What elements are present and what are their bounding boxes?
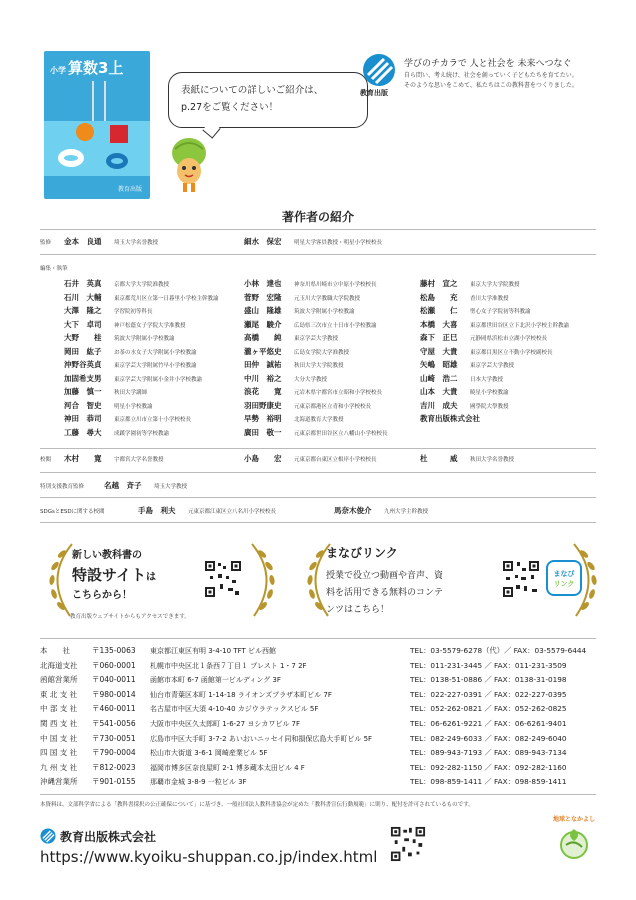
- author-affiliation: 元東京都世田谷区立八幡山小学校校長: [294, 430, 388, 437]
- divider: [40, 448, 596, 449]
- office-phone-fax: TEL：092-282-1150 ／ FAX：092-282-1160: [410, 762, 567, 772]
- author-affiliation: 國學院大學教授: [470, 403, 509, 410]
- cover-title: 算数3上: [68, 59, 124, 77]
- office-zip: 〒460-0011: [92, 704, 136, 714]
- author-affiliation: お茶の水女子大学附属小学校教諭: [114, 349, 197, 356]
- author-affiliation: 成蹊学園初等学校教諭: [114, 430, 170, 437]
- brand-subtext: 自ら問い、考え続け、社会を創っていく子どもたちを育てたい。 そのような思いをこめて、私たちはこの教科書をつくりました。: [404, 72, 578, 89]
- office-name: 東 北 支 社: [40, 689, 78, 699]
- divider: [40, 794, 596, 795]
- author-name: 木村 寛: [64, 454, 102, 463]
- office-name: 沖縄営業所: [40, 777, 78, 787]
- office-zip: 〒060-0001: [92, 660, 136, 670]
- swim-ring-icon: [106, 153, 128, 169]
- eco-text: 地球となかよし: [552, 816, 595, 823]
- author-affiliation: 元東京都江東区立八名川小学校校長: [188, 509, 277, 515]
- pool-water: [44, 121, 150, 176]
- cover-grade: 小学: [50, 66, 66, 75]
- cube-icon: [110, 125, 128, 143]
- office-phone-fax: TEL：082-249-6033 ／ FAX：082-249-6040: [410, 733, 567, 743]
- office-name: 中 部 支 社: [40, 704, 78, 714]
- author-name: 早勢 裕明: [244, 414, 282, 423]
- author-affiliation: 埼玉大学名誉教授: [114, 240, 159, 246]
- author-affiliation: 筑波大学附属小学校教諭: [294, 309, 355, 315]
- author-affiliation: 元玉川大学教職大学院教授: [294, 295, 361, 302]
- office-name: 本 社: [40, 646, 70, 655]
- author-affiliation: 東京都世田谷区立下北沢小学校主幹教諭: [470, 322, 570, 329]
- author-affiliation: 北海道教育大学教授: [294, 417, 344, 423]
- office-zip: 〒730-0051: [92, 733, 136, 743]
- author-affiliation: 広島女学院大学准教授: [294, 349, 350, 356]
- author-name: 大野 桂: [64, 333, 102, 342]
- author-name: 石井 英真: [64, 279, 102, 288]
- office-address: 東京都江東区有明 3-4-10 TFT ビル西館: [150, 647, 276, 655]
- eco-badge: [546, 814, 602, 870]
- office-zip: 〒901-0155: [92, 777, 136, 787]
- office-zip: 〒980-0014: [92, 689, 136, 699]
- office-address: 函館市本町 6-7 函館第一ビルディング 3F: [150, 676, 281, 685]
- author-affiliation: 東京学芸大学教授: [294, 336, 339, 342]
- author-name: 菅野 宏隆: [244, 292, 282, 302]
- author-affiliation: 元静岡県浜松市立湖小学校校長: [470, 336, 548, 342]
- author-name: 廣田 敬一: [244, 427, 282, 437]
- office-phone-fax: TEL：098-859-1411 ／ FAX：098-859-1411: [410, 777, 567, 787]
- manabi-link-qr-code[interactable]: [502, 560, 540, 598]
- author-affiliation: 神戸松蔭女子学院大学准教授: [114, 322, 186, 329]
- author-name: 沖野谷英貞: [64, 360, 102, 369]
- author-name: 細水 保宏: [244, 237, 282, 246]
- office-zip: 〒812-0023: [92, 762, 136, 772]
- author-affiliation: 東京都荒川区立第一日暮里小学校主幹教諭: [114, 295, 219, 302]
- author-affiliation: 東京都立川市立第十小学校校長: [114, 417, 192, 423]
- author-name: 教育出版株式会社: [420, 414, 480, 423]
- author-name: 馬奈木俊介: [334, 506, 372, 515]
- office-name: 函館営業所: [40, 675, 78, 685]
- mascot-character-icon: [165, 135, 213, 195]
- kyoiku-shuppan-logo-icon: [362, 53, 396, 87]
- author-name: 山崎 浩二: [420, 373, 458, 383]
- author-name: 盛山 隆雄: [244, 306, 282, 315]
- cover-publisher: 教育出版: [117, 186, 142, 193]
- author-name: 森下 正巳: [420, 333, 458, 342]
- author-name: 河合 智史: [64, 400, 102, 410]
- office-phone-fax: TEL：052-262-0821 ／ FAX：052-262-0825: [410, 704, 567, 714]
- author-name: 大澤 隆之: [64, 306, 102, 315]
- editor-label: 編集・執筆: [40, 266, 68, 272]
- author-name: 瀬尾 駿介: [244, 319, 282, 329]
- office-zip: 〒541-0056: [92, 719, 136, 728]
- author-affiliation: 東京大学大学院教授: [470, 282, 520, 288]
- footer-note: 本資料は、文部科学省による「教科書採択の公正確保について」に基づき、一般社団法人教科書協会が定めた「教科書宣伝行動規範」に則り、配付を許可されているものです。: [40, 802, 474, 808]
- author-name: 加藤 慎一: [64, 387, 102, 396]
- special-label: 特別支援教育監修: [40, 484, 85, 490]
- author-affiliation: 大分大学教授: [294, 376, 328, 383]
- author-affiliation: 東京学芸大学教授: [470, 363, 515, 369]
- author-name: 矢嶋 昭雄: [420, 360, 458, 369]
- office-phone-fax: TEL：06-6261-9221 ／ FAX：06-6261-9401: [410, 719, 567, 728]
- office-phone-fax: TEL：011-231-3445 ／ FAX：011-231-3509: [410, 660, 567, 670]
- textbook-cover: [44, 51, 150, 199]
- office-name: 関 西 支 社: [40, 719, 78, 728]
- author-affiliation: 暁星小学校教諭: [470, 390, 509, 396]
- divider: [40, 472, 596, 473]
- author-name: 守屋 大貴: [420, 346, 458, 356]
- sdgs-label: SDGsとESDに関する校閲: [40, 509, 105, 515]
- office-phone-fax: TEL：089-943-7193 ／ FAX：089-943-7134: [410, 748, 567, 758]
- laurel-right-icon: [244, 540, 284, 618]
- author-affiliation: 神奈川県川崎市立中原小学校校長: [294, 282, 377, 288]
- office-address: 那覇市金城 3-8-9 一粒ビル 3F: [150, 778, 247, 787]
- office-address: 大阪市中央区久太郎町 1-6-27 ヨシカワビル 7F: [150, 720, 301, 728]
- special-site-qr-code[interactable]: [204, 560, 242, 598]
- author-name: 加固希支男: [64, 373, 102, 383]
- author-affiliation: 筑波大学附属小学校教諭: [114, 336, 175, 342]
- kyoiku-shuppan-logo-icon: [40, 828, 56, 844]
- office-zip: 〒040-0011: [92, 675, 136, 685]
- bubble-line: p.27をご覧ください！: [181, 102, 279, 113]
- globe-leaf-icon: [556, 825, 592, 861]
- supervisor-label: 監修: [40, 240, 52, 246]
- pool-ladder-icon: [92, 81, 106, 121]
- author-affiliation: 広島県三次市立十日市小学校教諭: [294, 322, 377, 329]
- promo1-line2: 特設サイトは: [72, 566, 156, 584]
- office-name: 中 国 支 社: [40, 733, 78, 743]
- author-name: 松瀬 仁: [420, 306, 458, 315]
- divider: [40, 638, 596, 639]
- author-name: 藤村 宣之: [420, 279, 458, 288]
- promo1-line1: 新しい教科書の: [72, 550, 142, 561]
- author-name: 田仲 誠祐: [244, 360, 282, 369]
- website-qr-code[interactable]: [390, 826, 426, 862]
- author-affiliation: 元東京都港区立青和小学校校長: [294, 403, 372, 410]
- author-name: 小島 宏: [244, 454, 282, 463]
- author-affiliation: 東京学芸大学附属小金井小学校教諭: [114, 376, 203, 383]
- author-name: 瀧ヶ平悠史: [244, 346, 282, 356]
- author-name: 浪花 寛: [244, 387, 282, 396]
- author-name: 本橋 大喜: [420, 319, 458, 329]
- author-name: 神田 恭司: [64, 414, 102, 423]
- author-name: 石川 大輔: [64, 292, 102, 302]
- swim-ring-icon: [58, 149, 84, 167]
- author-affiliation: 元岩木県宇都宮市立昭和小学校校長: [294, 390, 383, 396]
- author-name: 工藤 尋大: [64, 427, 102, 437]
- author-affiliation: 秋田大学大学院教授: [294, 363, 344, 369]
- reviewer-label: 校閲: [40, 457, 52, 463]
- office-phone-fax: TEL：03-5579-6278（代）／ FAX：03-5579-6444: [410, 646, 587, 655]
- office-address: 松山市大街道 3-6-1 岡崎産業ビル 5F: [150, 749, 268, 758]
- author-name: 松島 充: [420, 292, 458, 302]
- author-name: 中川 裕之: [244, 373, 282, 383]
- author-name: 高橋 純: [244, 333, 282, 342]
- author-affiliation: 東京都目黒区立不動小学校副校長: [470, 349, 553, 356]
- author-affiliation: 九州大学主幹教授: [384, 509, 429, 515]
- author-affiliation: 聖心女子学院初等科教諭: [470, 309, 531, 315]
- office-address: 名古屋市中区大須 4-10-40 カジウラテックスビル 5F: [150, 705, 319, 714]
- office-address: 札幌市中央区北１条西７丁目１ プレスト 1・7 2F: [150, 661, 307, 670]
- author-name: 山本 大貴: [420, 387, 458, 396]
- author-name: 大下 卓司: [64, 319, 102, 329]
- author-affiliation: 京都大学大学院准教授: [114, 282, 170, 288]
- author-affiliation: 宇都宮大学名誉教授: [114, 457, 164, 463]
- promo1-note: 教育出版ウェブサイトからもアクセスできます。: [70, 614, 190, 620]
- website-url[interactable]: https://www.kyoiku-shuppan.co.jp/index.html: [40, 848, 378, 866]
- corporation-name: 教育出版株式会社: [60, 830, 157, 844]
- author-name: 吉川 成夫: [420, 400, 458, 410]
- divider: [40, 254, 596, 255]
- divider: [40, 522, 596, 523]
- author-affiliation: 東京学芸大学附属竹早小学校教諭: [114, 363, 197, 369]
- author-affiliation: 学習院初等科長: [114, 309, 153, 315]
- author-name: 名越 斉子: [104, 481, 142, 490]
- author-name: 岡田 紘子: [64, 346, 102, 356]
- office-address: 仙台市青葉区本町 1-14-18 ライオンズプラザ本町ビル 7F: [150, 690, 332, 699]
- ball-icon: [76, 123, 94, 141]
- author-affiliation: 元東京都台東区立根岸小学校校長: [294, 457, 377, 463]
- author-affiliation: 明星小学校教諭: [114, 403, 153, 410]
- author-name: 杜 威: [420, 454, 458, 463]
- author-affiliation: 日本大学教授: [470, 376, 504, 383]
- author-name: 手島 利夫: [138, 506, 176, 515]
- author-affiliation: 埼玉大学教授: [154, 484, 188, 490]
- promo2-title: まなびリンク: [326, 546, 398, 560]
- author-affiliation: 香川大学准教授: [470, 295, 509, 302]
- author-name: 羽田野康史: [244, 400, 282, 410]
- manabi-link-badge[interactable]: まなび リンク: [546, 560, 582, 596]
- office-phone-fax: TEL：0138-51-0886 ／ FAX：0138-31-0198: [410, 675, 567, 685]
- office-address: 広島市中区大手町 3-7-2 あいおいニッセイ同和損保広島大手町ビル 5F: [150, 734, 373, 743]
- divider: [40, 229, 596, 230]
- author-affiliation: 秋田大学名誉教授: [470, 457, 515, 463]
- author-affiliation: 明星大学客員教授・明星小学校校長: [294, 240, 383, 246]
- brand-tagline: 学びのチカラで 人と社会を 未来へつなぐ: [404, 59, 572, 69]
- promo2-text: 授業で役立つ動画や音声、資 料を活用できる無料のコンテ ンツはこちら！: [326, 571, 444, 615]
- office-address: 福岡市博多区奈良屋町 2-1 博多蔵本太田ビル 4 F: [150, 763, 305, 772]
- bubble-line: 表紙についての詳しいご紹介は、: [181, 85, 324, 96]
- office-name: 北海道支社: [40, 660, 78, 670]
- authors-heading: 著作者の紹介: [281, 210, 354, 224]
- logo-text: 教育出版: [360, 89, 388, 97]
- author-name: 小林 達也: [244, 279, 282, 288]
- office-name: 九 州 支 社: [40, 762, 78, 772]
- promo1-line3: こちらから！: [72, 590, 132, 601]
- office-zip: 〒790-0004: [92, 748, 136, 758]
- office-phone-fax: TEL：022-227-0391 ／ FAX：022-227-0395: [410, 689, 567, 699]
- author-affiliation: 秋田大学講師: [114, 390, 148, 396]
- office-zip: 〒135-0063: [92, 646, 136, 655]
- author-name: 金本 良通: [64, 237, 102, 246]
- speech-bubble: [168, 72, 368, 128]
- laurel-right-icon: [566, 540, 606, 618]
- office-name: 四 国 支 社: [40, 748, 78, 758]
- divider: [40, 497, 596, 498]
